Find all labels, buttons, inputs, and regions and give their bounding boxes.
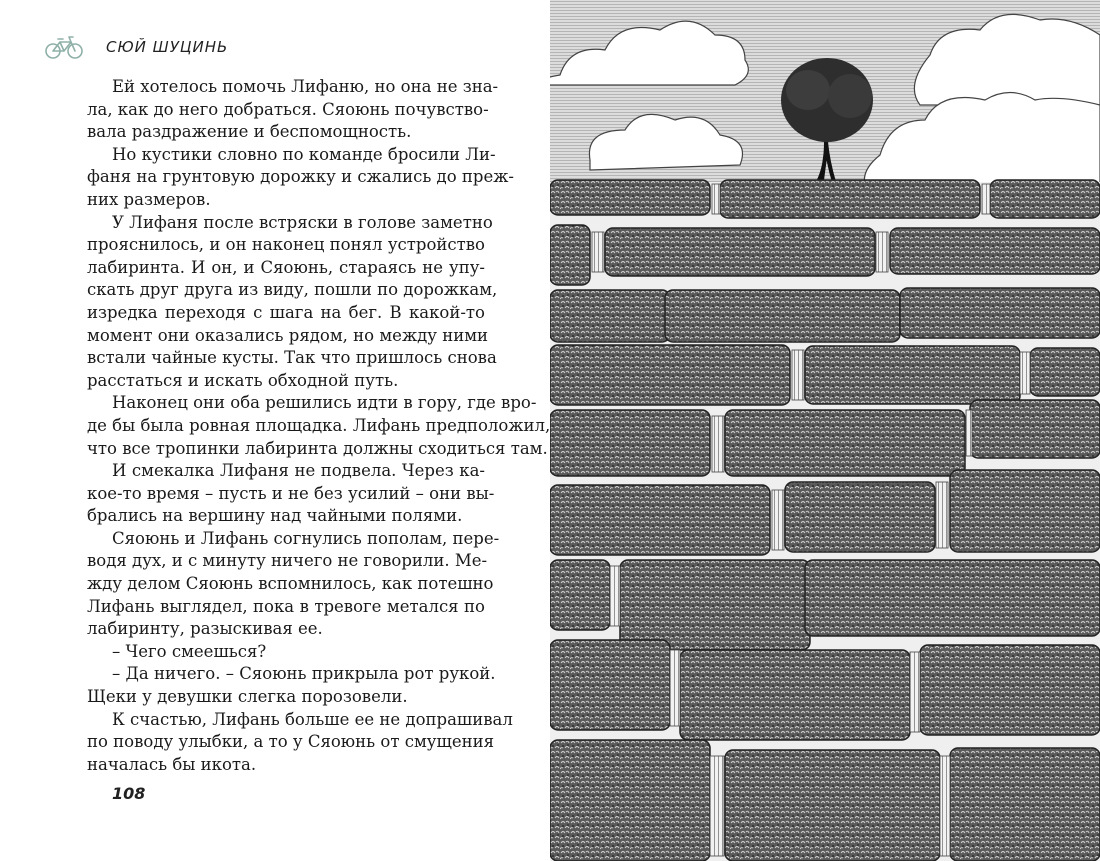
- paragraph: [87, 528, 500, 641]
- text-line: брались на вершину над чайными полями.: [87, 506, 463, 526]
- text-line: скать друг друга из виду, пошли по дорожкам,: [87, 280, 498, 300]
- body-text: [87, 76, 551, 776]
- text-line: Сяоюнь и Лифань согнулись пополам, пере-: [112, 528, 500, 548]
- text-line: К счастью, Лифань больше ее не допрашивал: [112, 709, 513, 729]
- paragraph: [87, 76, 499, 144]
- paragraph: [87, 144, 514, 212]
- text-line: встали чайные кусты. Так что пришлось снова: [87, 348, 497, 368]
- text-line: водя дух, и с минуту ничего не говорили. Ме-: [87, 551, 488, 571]
- text-line: них размеров.: [87, 189, 211, 209]
- text-line: де бы была ровная площадка. Лифань предположил,: [87, 415, 551, 435]
- text-line: Щеки у девушки слегка порозовели.: [87, 687, 408, 707]
- text-line: лабиринта. И он, и Сяоюнь, стараясь не упу-: [87, 257, 485, 277]
- bicycle-icon: [44, 34, 84, 60]
- maze-illustration: [550, 0, 1100, 861]
- text-line: У Лифаня после встряски в голове заметно: [112, 212, 493, 232]
- text-line: фаня на грунтовую дорожку и сжались до преж-: [87, 167, 514, 187]
- text-line: – Чего смеешься?: [112, 641, 267, 661]
- paragraph: [87, 709, 513, 777]
- paragraph: [87, 212, 498, 393]
- maze-illustration-art: [550, 0, 1100, 861]
- running-header: [44, 32, 228, 62]
- text-line: началась бы икота.: [87, 754, 257, 774]
- text-line: Но кустики словно по команде бросили Ли-: [112, 144, 496, 164]
- text-line: вала раздражение и беспомощность.: [87, 122, 412, 142]
- paragraph: [87, 641, 485, 664]
- paragraph: [87, 392, 551, 460]
- text-line: Лифань выглядел, пока в тревоге метался по: [87, 596, 485, 616]
- text-line: лабиринту, разыскивая ее.: [87, 619, 323, 639]
- text-line: изредка переходя с шага на бег. В какой-то: [87, 302, 485, 322]
- text-line: Ей хотелось помочь Лифаню, но она не зна-: [112, 77, 499, 96]
- text-line: прояснилось, и он наконец понял устройство: [87, 235, 485, 255]
- text-line: кое-то время – пусть и не без усилий – они вы-: [87, 483, 495, 503]
- text-line: Наконец они оба решились идти в гору, где вро-: [112, 393, 537, 413]
- text-line: – Да ничего. – Сяоюнь прикрыла рот рукой.: [112, 664, 496, 684]
- text-line: ла, как до него добраться. Сяоюнь почувство-: [87, 99, 489, 119]
- paragraph: [87, 663, 496, 708]
- text-line: момент они оказались рядом, но между ними: [87, 325, 489, 345]
- text-line: по поводу улыбки, а то у Сяоюнь от смущения: [87, 732, 494, 752]
- author-name: СЮЙ ШУЦИНЬ: [106, 38, 229, 56]
- text-line: жду делом Сяоюнь вспомнилось, как потешно: [87, 574, 494, 594]
- text-line: расстаться и искать обходной путь.: [87, 370, 399, 390]
- page-number: 108: [112, 784, 146, 803]
- paragraph: [87, 460, 495, 528]
- text-line: И смекалка Лифаня не подвела. Через ка-: [112, 461, 485, 481]
- text-line: что все тропинки лабиринта должны сходиться там.: [87, 438, 548, 458]
